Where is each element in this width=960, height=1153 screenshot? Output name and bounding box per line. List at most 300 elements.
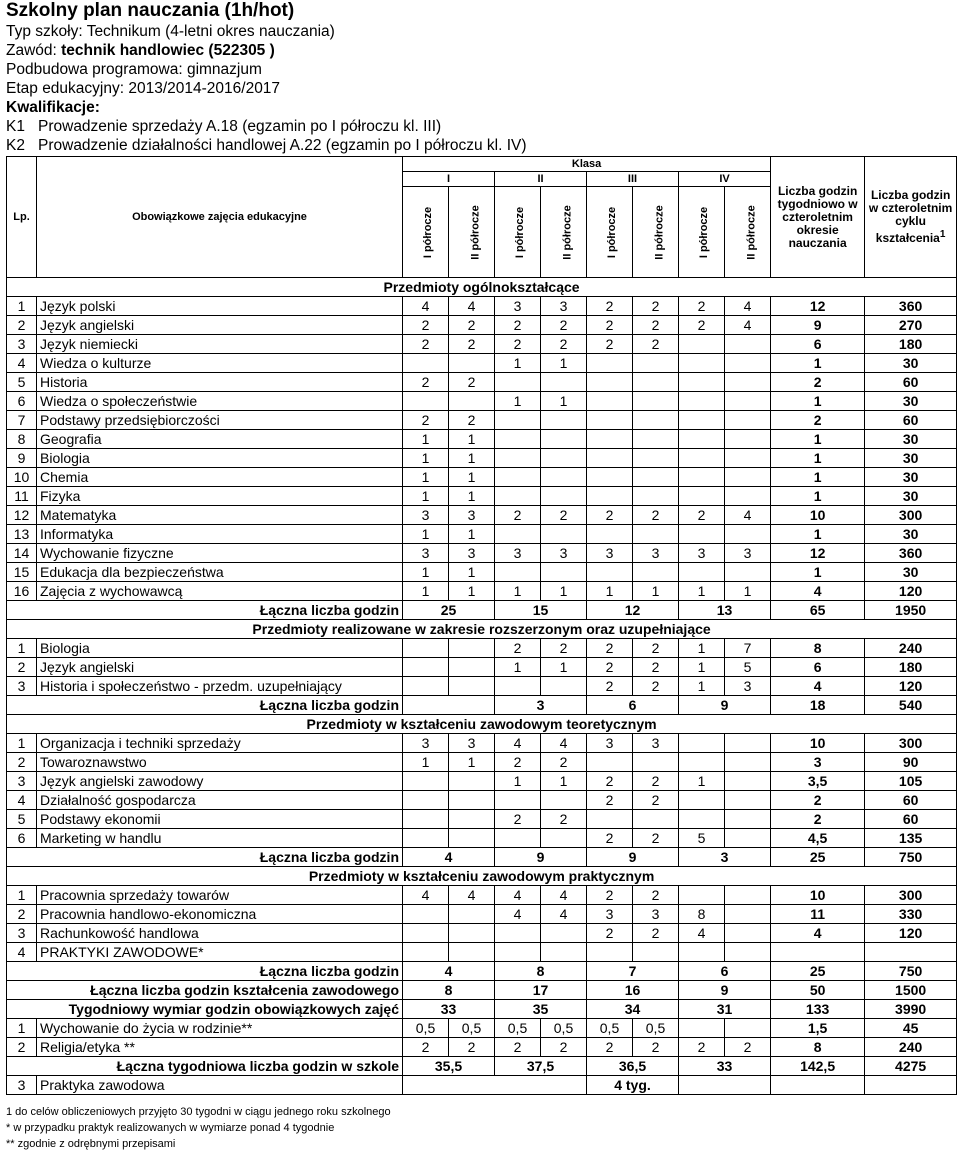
semester-hours [679,468,725,487]
total-label: Łączna liczba godzin kształcenia zawodowego [7,981,403,1000]
cycle-hours: 360 [865,544,957,563]
semester-hours: 5 [679,829,725,848]
weekly-hours: 4 [771,924,865,943]
profession: Zawód: technik handlowiec (522305 ) [6,42,275,59]
semester-hours [679,810,725,829]
cycle-hours-header: Liczba godzin w czteroletnim cyklu kształcenia$^1$ [865,157,957,278]
total-row [7,1000,957,1019]
semester-hours [725,373,771,392]
subject-name: Towaroznawstwo [37,753,403,772]
section-title: Przedmioty w kształceniu zawodowym teoretycznym [7,715,957,734]
cycle-hours: 180 [865,335,957,354]
semester-hours: 8 [679,905,725,924]
subject-name: Organizacja i techniki sprzedaży [37,734,403,753]
subject-name: Chemia [37,468,403,487]
semester-hours: 2 [587,791,633,810]
cycle-hours: 135 [865,829,957,848]
semester-hours [725,430,771,449]
semester-hours: 4 [495,734,541,753]
semester-hours [679,335,725,354]
curriculum-base: Podbudowa programowa: gimnazjum [6,61,262,78]
semester-hours: 2 [587,639,633,658]
semester-hours: 1 [449,582,495,601]
semester-hours: 3 [725,544,771,563]
section-row [7,715,957,734]
row-number: 2 [7,753,37,772]
semester-hours: 4 [725,297,771,316]
class-total: 3 [679,848,771,867]
practice-duration: 4 tyg. [587,1076,679,1095]
semester-hours [725,905,771,924]
section-title: Przedmioty ogólnokształcące [7,278,957,297]
semester-hours: 1 [495,582,541,601]
total-label: Łączna tygodniowa liczba godzin w szkole [7,1057,403,1076]
semester-hours [725,487,771,506]
semester-hours [633,392,679,411]
semester-hours: 3 [633,734,679,753]
weekly-hours: 4,5 [771,829,865,848]
semester-hours: 2 [541,335,587,354]
semester-hours [449,791,495,810]
weekly-hours: 1 [771,449,865,468]
semester-hours: 1 [403,430,449,449]
weekly-hours: 1 [771,354,865,373]
cycle-total: 1950 [865,601,957,620]
class-total: 8 [403,981,495,1000]
semester-hours: 2 [541,639,587,658]
semester-hours: 1 [449,430,495,449]
weekly-hours: 1 [771,563,865,582]
semester-hours: 4 [495,905,541,924]
semester-hours: 3 [495,544,541,563]
cycle-total: 3990 [865,1000,957,1019]
semester-hours [541,449,587,468]
cycle-hours: 300 [865,734,957,753]
class-total: 33 [403,1000,495,1019]
semester-hours: 2 [679,506,725,525]
subject-name: Religia/etyka ** [37,1038,403,1057]
semester-hours [495,487,541,506]
table-row [7,943,957,962]
subject-name: Biologia [37,449,403,468]
semester-hours [679,1019,725,1038]
semester-hours: 2 [449,1038,495,1057]
weekly-hours: 10 [771,886,865,905]
table-row [7,772,957,791]
semester-hours [495,449,541,468]
semester-hours: 2 [449,335,495,354]
semester-hours: 0,5 [403,1019,449,1038]
total-label: Tygodniowy wymiar godzin obowiązkowych zajęć [7,1000,403,1019]
semester-hours [541,677,587,696]
semester-hours [587,392,633,411]
semester-hours [633,468,679,487]
semester-hours [449,677,495,696]
semester-hours [725,335,771,354]
class-label: IV [679,172,771,187]
semester-hours: 1 [679,772,725,791]
semester-hours [587,354,633,373]
semester-hours: 2 [633,639,679,658]
semester-hours [541,468,587,487]
semester-hours [449,639,495,658]
weekly-hours: 8 [771,639,865,658]
semester-hours [725,753,771,772]
total-row [7,696,957,715]
semester-hours: 2 [495,316,541,335]
semester-hours: 1 [495,392,541,411]
subject-name: Wiedza o społeczeństwie [37,392,403,411]
semester-label [679,187,725,278]
weekly-total: 65 [771,601,865,620]
section-row [7,620,957,639]
semester-hours [495,943,541,962]
semester-hours: 2 [495,810,541,829]
semester-label [633,187,679,278]
semester-hours: 2 [403,373,449,392]
total-label: Łączna liczba godzin [7,962,403,981]
semester-hours [541,411,587,430]
page-title: Szkolny plan nauczania (1h/hot) [6,0,295,21]
semester-hours [495,411,541,430]
semester-hours [449,658,495,677]
class-total: 3 [495,696,587,715]
weekly-total: 18 [771,696,865,715]
semester-hours [725,791,771,810]
semester-hours [725,449,771,468]
semester-hours: 2 [587,297,633,316]
cycle-hours [865,943,957,962]
semester-hours: 1 [449,487,495,506]
footnote: 1 do celów obliczeniowych przyjęto 30 tygodni w ciągu jednego roku szkolnego [6,1106,391,1118]
semester-hours [633,525,679,544]
semester-hours [633,373,679,392]
class-total: 25 [403,601,495,620]
weekly-total: 25 [771,962,865,981]
semester-hours: 2 [679,1038,725,1057]
class-total: 31 [679,1000,771,1019]
cycle-hours: 30 [865,449,957,468]
cycle-hours: 180 [865,658,957,677]
semester-hours [725,886,771,905]
cycle-hours: 90 [865,753,957,772]
semester-hours [679,525,725,544]
semester-hours: 4 [403,297,449,316]
table-row [7,734,957,753]
semester-hours [449,354,495,373]
semester-hours [725,734,771,753]
row-number: 4 [7,943,37,962]
semester-hours: 4 [495,886,541,905]
semester-hours: 2 [495,1038,541,1057]
cycle-hours: 45 [865,1019,957,1038]
semester-hours: 4 [449,886,495,905]
total-row [7,962,957,981]
row-number: 8 [7,430,37,449]
semester-hours: 1 [403,582,449,601]
semester-hours: 2 [633,772,679,791]
semester-hours [403,772,449,791]
semester-hours: 4 [679,924,725,943]
semester-label [495,187,541,278]
semester-hours: 2 [587,886,633,905]
semester-hours [495,924,541,943]
weekly-hours: 1 [771,392,865,411]
semester-hours [725,354,771,373]
semester-hours: 2 [541,316,587,335]
semester-hours [679,487,725,506]
semester-label [403,187,449,278]
semester-hours [679,753,725,772]
class-total: 35 [495,1000,587,1019]
table-row [7,791,957,810]
semester-hours: 2 [633,677,679,696]
row-number: 2 [7,905,37,924]
semester-hours [587,810,633,829]
class-label: II [495,172,587,187]
semester-hours [403,677,449,696]
semester-hours [403,791,449,810]
semester-hours: 1 [679,639,725,658]
row-number: 7 [7,411,37,430]
semester-hours: 2 [403,316,449,335]
semester-hours [541,373,587,392]
semester-hours [495,430,541,449]
cycle-hours: 30 [865,563,957,582]
cycle-total: 1500 [865,981,957,1000]
semester-hours [633,354,679,373]
weekly-total: 133 [771,1000,865,1019]
table-row [7,886,957,905]
weekly-hours: 1 [771,487,865,506]
weekly-hours: 1,5 [771,1019,865,1038]
row-number: 3 [7,772,37,791]
total-label: Łączna liczba godzin [7,848,403,867]
semester-hours [725,772,771,791]
semester-hours [403,924,449,943]
semester-hours: 1 [403,468,449,487]
semester-hours: 4 [403,886,449,905]
cycle-hours: 30 [865,354,957,373]
semester-hours: 2 [587,316,633,335]
subject-name: Język niemiecki [37,335,403,354]
semester-hours: 3 [587,544,633,563]
row-number: 1 [7,886,37,905]
semester-hours: 2 [633,791,679,810]
semester-hours [587,487,633,506]
cycle-hours: 105 [865,772,957,791]
row-number: 1 [7,297,37,316]
semester-hours [679,734,725,753]
semester-hours: 3 [541,297,587,316]
section-title: Przedmioty w kształceniu zawodowym praktycznym [7,867,957,886]
weekly-hours: 11 [771,905,865,924]
semester-hours: 3 [449,734,495,753]
class-total: 8 [495,962,587,981]
table-row [7,468,957,487]
row-number: 14 [7,544,37,563]
document-header [6,0,956,155]
weekly-hours: 2 [771,411,865,430]
semester-hours: 2 [633,658,679,677]
semester-hours: 3 [587,905,633,924]
total-row [7,848,957,867]
semester-hours: 4 [541,886,587,905]
weekly-hours: 8 [771,1038,865,1057]
weekly-hours: 12 [771,297,865,316]
semester-hours: 1 [725,582,771,601]
semester-hours [541,791,587,810]
semester-hours [587,753,633,772]
table-row [7,582,957,601]
cycle-hours: 120 [865,924,957,943]
table-row [7,335,957,354]
semester-hours: 0,5 [541,1019,587,1038]
weekly-total: 25 [771,848,865,867]
row-number: 3 [7,924,37,943]
semester-hours: 1 [449,753,495,772]
class-total: 9 [495,848,587,867]
semester-hours [679,430,725,449]
table-row [7,430,957,449]
class-total: 4 [403,848,495,867]
total-row [7,981,957,1000]
semester-hours: 1 [403,753,449,772]
semester-hours [679,449,725,468]
semester-hours: 3 [403,506,449,525]
semester-hours [403,639,449,658]
table-row [7,506,957,525]
subject-name: Wychowanie do życia w rodzinie** [37,1019,403,1038]
semester-hours [541,924,587,943]
semester-hours: 4 [725,506,771,525]
row-number: 2 [7,1038,37,1057]
total-label: Łączna liczba godzin [7,601,403,620]
subject-name: Historia [37,373,403,392]
semester-hours [495,373,541,392]
curriculum-table [6,156,957,1095]
table-row [7,392,957,411]
semester-hours: 2 [541,810,587,829]
row-number: 4 [7,354,37,373]
table-row [7,1076,957,1095]
subject-name: Język polski [37,297,403,316]
semester-hours [541,487,587,506]
semester-hours: 1 [541,772,587,791]
class-total: 12 [587,601,679,620]
semester-hours: 1 [403,487,449,506]
class-total: 9 [587,848,679,867]
class-total: 13 [679,601,771,620]
semester-hours: 1 [403,525,449,544]
class-label: I [403,172,495,187]
table-row [7,905,957,924]
semester-hours [587,525,633,544]
semester-hours [495,677,541,696]
cycle-hours: 300 [865,506,957,525]
subject-name: Rachunkowość handlowa [37,924,403,943]
subject-name: Język angielski [37,316,403,335]
empty-cell [403,1076,587,1095]
section-row [7,278,957,297]
total-row [7,1057,957,1076]
cycle-total: 750 [865,962,957,981]
cycle-hours: 360 [865,297,957,316]
subject-name: Pracownia sprzedaży towarów [37,886,403,905]
semester-hours: 3 [587,734,633,753]
semester-hours: 3 [541,544,587,563]
semester-hours: 3 [633,544,679,563]
semester-hours: 3 [495,297,541,316]
semester-hours [725,411,771,430]
semester-hours: 2 [633,886,679,905]
semester-hours [449,829,495,848]
table-row [7,810,957,829]
semester-hours [633,411,679,430]
table-row [7,639,957,658]
semester-hours: 2 [495,506,541,525]
semester-hours [541,829,587,848]
weekly-hours-header: Liczba godzin tygodniowo w czteroletnim okresie nauczania [771,157,865,278]
semester-hours [403,943,449,962]
semester-hours [449,924,495,943]
cycle-hours: 60 [865,810,957,829]
table-row [7,411,957,430]
semester-hours [449,392,495,411]
semester-hours [633,943,679,962]
semester-hours [541,563,587,582]
semester-hours [679,354,725,373]
semester-hours [403,392,449,411]
semester-hours: 1 [541,354,587,373]
semester-label-text: I półrocze [698,206,711,258]
row-number: 1 [7,734,37,753]
semester-hours [633,487,679,506]
semester-hours [679,886,725,905]
cycle-hours: 240 [865,1038,957,1057]
semester-hours [541,525,587,544]
cycle-hours: 30 [865,525,957,544]
lp-header: Lp. [7,157,37,278]
semester-hours: 2 [587,335,633,354]
cycle-hours: 30 [865,392,957,411]
class-total: 34 [587,1000,679,1019]
class-total: 4 [403,962,495,981]
weekly-hours: 6 [771,335,865,354]
semester-hours [725,810,771,829]
row-number: 9 [7,449,37,468]
table-row [7,753,957,772]
row-number: 15 [7,563,37,582]
semester-hours: 1 [679,658,725,677]
education-stage: Etap edukacyjny: 2013/2014-2016/2017 [6,80,281,97]
semester-hours: 0,5 [633,1019,679,1038]
cycle-hours: 30 [865,487,957,506]
section-title: Przedmioty realizowane w zakresie rozszerzonym oraz uzupełniające [7,620,957,639]
class-label: III [587,172,679,187]
semester-hours: 2 [633,829,679,848]
semester-hours: 2 [633,335,679,354]
table-row [7,677,957,696]
semester-hours [587,468,633,487]
semester-hours [495,791,541,810]
class-total: 35,5 [403,1057,495,1076]
footnote: ** zgodnie z odrębnymi przepisami [6,1138,176,1150]
weekly-total: 50 [771,981,865,1000]
weekly-hours: 9 [771,316,865,335]
semester-hours: 3 [403,734,449,753]
class-total: 9 [679,696,771,715]
